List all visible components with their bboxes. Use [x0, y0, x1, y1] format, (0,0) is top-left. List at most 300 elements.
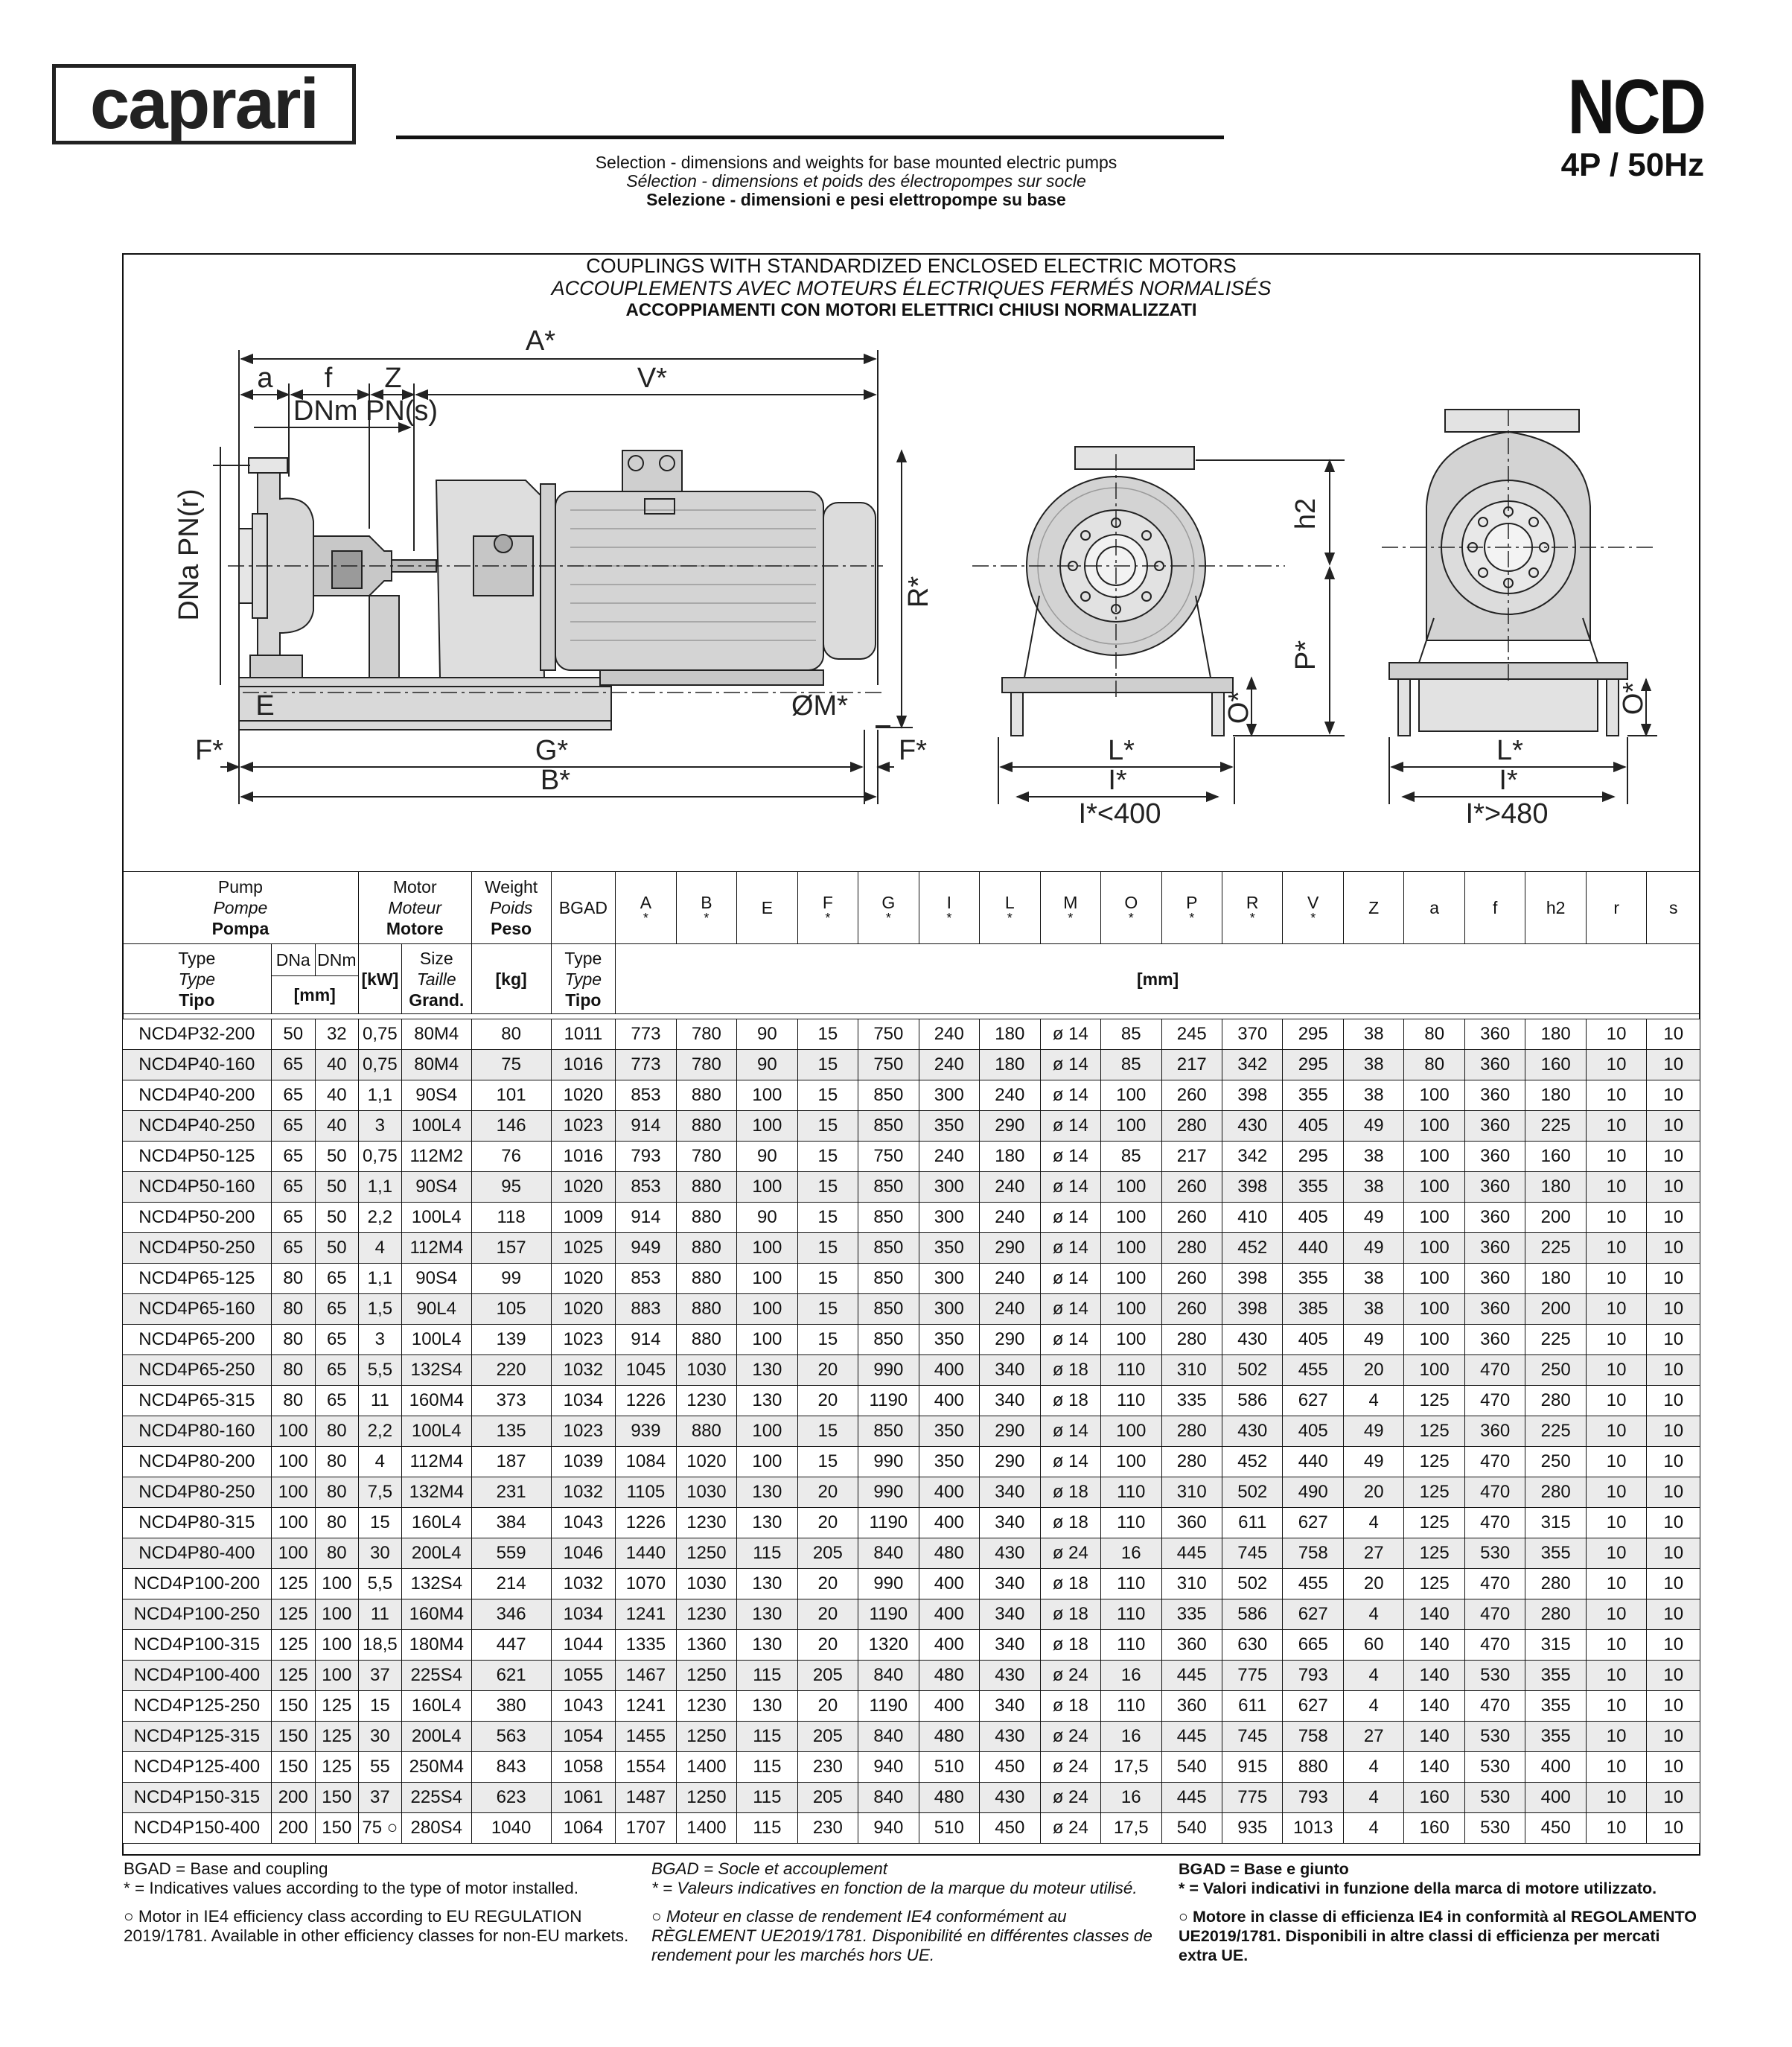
- table-cell: 140: [1404, 1661, 1464, 1691]
- label-I-mid-note: I*<400: [1078, 798, 1161, 830]
- table-cell: 1707: [616, 1813, 676, 1844]
- table-cell: 65: [271, 1142, 315, 1172]
- head-type-en: Type: [178, 948, 216, 968]
- table-cell: 15: [797, 1416, 858, 1447]
- table-cell: 80: [315, 1447, 358, 1477]
- table-cell: 180: [1525, 1019, 1586, 1050]
- table-cell: 3: [358, 1111, 401, 1142]
- table-cell: 775: [1222, 1783, 1283, 1813]
- head-dim-O: [1101, 872, 1161, 944]
- table-cell: 621: [471, 1661, 551, 1691]
- table-cell: 915: [1222, 1752, 1283, 1783]
- table-cell: 342: [1222, 1142, 1283, 1172]
- table-cell: NCD4P80-400: [123, 1538, 272, 1569]
- footnote-gap: [651, 1898, 1173, 1907]
- table-cell: NCD4P125-250: [123, 1691, 272, 1722]
- table-cell: 90: [737, 1142, 797, 1172]
- table-cell: 360: [1161, 1630, 1222, 1661]
- table-cell: 430: [1222, 1416, 1283, 1447]
- table-cell: 480: [919, 1661, 979, 1691]
- table-cell: ø 14: [1040, 1203, 1100, 1233]
- table-cell: 360: [1464, 1203, 1525, 1233]
- table-cell: 240: [980, 1264, 1040, 1294]
- table-cell: 1084: [616, 1447, 676, 1477]
- table-cell: 430: [980, 1783, 1040, 1813]
- subtitle-it: Selezione - dimensioni e pesi elettropompe su base: [646, 190, 1066, 209]
- table-cell: 290: [980, 1111, 1040, 1142]
- table-cell: 260: [1161, 1172, 1222, 1203]
- table-cell: 1009: [551, 1203, 616, 1233]
- head-bgad-type-en: Type: [564, 948, 602, 968]
- table-cell: 100: [315, 1661, 358, 1691]
- table-cell: 1320: [858, 1630, 919, 1661]
- head-dim-P: [1161, 872, 1222, 944]
- head-motor-it: Motore: [386, 919, 444, 938]
- label-R: R*: [903, 576, 934, 608]
- table-cell: NCD4P80-315: [123, 1508, 272, 1538]
- table-cell: 49: [1343, 1111, 1403, 1142]
- table-cell: 0,75: [358, 1050, 401, 1080]
- table-cell: 1250: [676, 1661, 736, 1691]
- table-cell: 20: [797, 1355, 858, 1386]
- table-cell: 510: [919, 1813, 979, 1844]
- table-cell: NCD4P40-250: [123, 1111, 272, 1142]
- table-cell: 65: [315, 1325, 358, 1355]
- table-cell: 295: [1283, 1142, 1343, 1172]
- table-cell: NCD4P80-160: [123, 1416, 272, 1447]
- table-cell: 10: [1586, 1538, 1646, 1569]
- table-cell: 100: [271, 1538, 315, 1569]
- table-cell: 10: [1586, 1203, 1646, 1233]
- head-type-fr: Type: [178, 969, 216, 989]
- table-cell: 80: [271, 1386, 315, 1416]
- table-cell: 1070: [616, 1569, 676, 1599]
- dim-label: B: [701, 893, 712, 912]
- table-cell: 125: [1404, 1508, 1464, 1538]
- head-dim-L: [980, 872, 1040, 944]
- table-cell: 939: [616, 1416, 676, 1447]
- table-cell: 115: [737, 1538, 797, 1569]
- table-cell: 4: [358, 1233, 401, 1264]
- table-cell: ø 14: [1040, 1019, 1100, 1050]
- table-cell: 38: [1343, 1264, 1403, 1294]
- footnote-it-ie4: ○ Motore in classe di efficienza IE4 in conformità al REGOLAMENTO UE2019/1781. Disponibili in altre classi di efficienza per mercati extra UE.: [1179, 1908, 1697, 1964]
- table-cell: 10: [1586, 1080, 1646, 1111]
- table-cell: 280: [1161, 1325, 1222, 1355]
- table-cell: 627: [1283, 1599, 1343, 1630]
- table-cell: 85: [1101, 1050, 1161, 1080]
- table-cell: 90: [737, 1203, 797, 1233]
- table-cell: 15: [797, 1294, 858, 1325]
- table-cell: 1061: [551, 1783, 616, 1813]
- table-cell: 750: [858, 1019, 919, 1050]
- table-cell: 398: [1222, 1294, 1283, 1325]
- table-cell: ø 14: [1040, 1050, 1100, 1080]
- table-cell: 1045: [616, 1355, 676, 1386]
- table-cell: 10: [1647, 1661, 1700, 1691]
- table-cell: 1440: [616, 1538, 676, 1569]
- table-cell: 180: [1525, 1264, 1586, 1294]
- table-cell: 112M4: [401, 1233, 471, 1264]
- table-cell: 1032: [551, 1477, 616, 1508]
- spec-table-wrapper: [122, 871, 1700, 1844]
- table-cell: 290: [980, 1233, 1040, 1264]
- table-cell: 225: [1525, 1325, 1586, 1355]
- table-row: [123, 1569, 1700, 1599]
- head-dim-V: [1283, 872, 1343, 944]
- table-cell: 10: [1647, 1294, 1700, 1325]
- table-cell: 1058: [551, 1752, 616, 1783]
- head-kw: [kW]: [358, 944, 401, 1014]
- table-cell: 125: [1404, 1538, 1464, 1569]
- table-cell: 49: [1343, 1203, 1403, 1233]
- table-cell: 50: [271, 1019, 315, 1050]
- table-cell: 125: [1404, 1447, 1464, 1477]
- label-I-right-note: I*>480: [1465, 798, 1549, 830]
- table-cell: 140: [1404, 1722, 1464, 1752]
- label-O-mid: O*: [1223, 690, 1254, 725]
- table-cell: 1230: [676, 1508, 736, 1538]
- table-cell: 384: [471, 1508, 551, 1538]
- table-cell: 99: [471, 1264, 551, 1294]
- table-cell: 1043: [551, 1691, 616, 1722]
- table-cell: 30: [358, 1722, 401, 1752]
- table-cell: 1360: [676, 1630, 736, 1661]
- table-cell: 20: [797, 1477, 858, 1508]
- table-cell: 20: [797, 1386, 858, 1416]
- table-cell: 27: [1343, 1722, 1403, 1752]
- table-cell: 360: [1464, 1080, 1525, 1111]
- table-cell: NCD4P100-400: [123, 1661, 272, 1691]
- table-cell: 398: [1222, 1172, 1283, 1203]
- table-cell: 360: [1464, 1142, 1525, 1172]
- table-cell: 445: [1161, 1538, 1222, 1569]
- table-cell: 100: [1404, 1203, 1464, 1233]
- table-cell: 914: [616, 1111, 676, 1142]
- table-cell: 10: [1586, 1355, 1646, 1386]
- table-cell: 100: [1101, 1294, 1161, 1325]
- table-cell: 100: [1404, 1111, 1464, 1142]
- table-cell: 1335: [616, 1630, 676, 1661]
- table-cell: 346: [471, 1599, 551, 1630]
- table-cell: 100: [737, 1264, 797, 1294]
- couplings-fr: ACCOUPLEMENTS AVEC MOTEURS ÉLECTRIQUES FERMÉS NORMALISÉS: [551, 277, 1272, 299]
- table-cell: 10: [1647, 1386, 1700, 1416]
- table-cell: 100: [1404, 1172, 1464, 1203]
- table-cell: 100: [1404, 1264, 1464, 1294]
- head-dnm: DNm: [315, 944, 358, 976]
- table-cell: 10: [1586, 1172, 1646, 1203]
- table-cell: 10: [1586, 1294, 1646, 1325]
- table-cell: 217: [1161, 1050, 1222, 1080]
- table-cell: 440: [1283, 1447, 1343, 1477]
- table-cell: 2,2: [358, 1203, 401, 1233]
- table-cell: 110: [1101, 1508, 1161, 1538]
- table-cell: 450: [1525, 1813, 1586, 1844]
- table-cell: 360: [1464, 1050, 1525, 1080]
- table-cell: 160M4: [401, 1386, 471, 1416]
- table-cell: 563: [471, 1722, 551, 1752]
- table-cell: 217: [1161, 1142, 1222, 1172]
- table-row: [123, 1538, 1700, 1569]
- table-cell: 880: [676, 1080, 736, 1111]
- table-cell: 160: [1525, 1050, 1586, 1080]
- table-cell: 250M4: [401, 1752, 471, 1783]
- table-cell: 360: [1464, 1264, 1525, 1294]
- table-cell: 200: [1525, 1294, 1586, 1325]
- table-cell: 130: [737, 1569, 797, 1599]
- table-cell: NCD4P100-200: [123, 1569, 272, 1599]
- table-cell: 280: [1525, 1477, 1586, 1508]
- table-cell: 50: [315, 1233, 358, 1264]
- table-cell: ø 14: [1040, 1233, 1100, 1264]
- head-dim-G: [858, 872, 919, 944]
- table-cell: NCD4P65-315: [123, 1386, 272, 1416]
- table-cell: 880: [676, 1264, 736, 1294]
- table-cell: 630: [1222, 1630, 1283, 1661]
- table-cell: 15: [797, 1019, 858, 1050]
- table-cell: 80M4: [401, 1050, 471, 1080]
- table-cell: 405: [1283, 1325, 1343, 1355]
- table-cell: 125: [271, 1599, 315, 1630]
- table-cell: 115: [737, 1813, 797, 1844]
- table-cell: 7,5: [358, 1477, 401, 1508]
- table-cell: 20: [1343, 1477, 1403, 1508]
- table-cell: 1016: [551, 1050, 616, 1080]
- table-cell: 50: [315, 1142, 358, 1172]
- table-cell: 38: [1343, 1080, 1403, 1111]
- table-cell: 118: [471, 1203, 551, 1233]
- head-size-it: Grand.: [409, 990, 465, 1010]
- couplings-title: [122, 255, 1700, 322]
- table-cell: 10: [1586, 1477, 1646, 1508]
- table-cell: 250: [1525, 1447, 1586, 1477]
- dim-label: V: [1307, 893, 1319, 912]
- table-cell: 200: [271, 1813, 315, 1844]
- table-cell: NCD4P125-400: [123, 1752, 272, 1783]
- table-cell: 225S4: [401, 1783, 471, 1813]
- table-cell: 5,5: [358, 1569, 401, 1599]
- table-cell: 10: [1647, 1538, 1700, 1569]
- table-cell: 10: [1647, 1080, 1700, 1111]
- table-cell: 125: [1404, 1477, 1464, 1508]
- head-motor: [358, 872, 471, 944]
- table-cell: 445: [1161, 1783, 1222, 1813]
- table-cell: 65: [315, 1294, 358, 1325]
- table-cell: 101: [471, 1080, 551, 1111]
- table-cell: 80: [315, 1538, 358, 1569]
- table-cell: 1054: [551, 1722, 616, 1752]
- table-cell: 115: [737, 1752, 797, 1783]
- table-row: [123, 1264, 1700, 1294]
- label-I-right: I*: [1499, 765, 1518, 796]
- table-cell: 480: [919, 1538, 979, 1569]
- table-cell: 400: [919, 1691, 979, 1722]
- table-cell: 15: [797, 1172, 858, 1203]
- table-cell: 949: [616, 1233, 676, 1264]
- table-cell: 16: [1101, 1538, 1161, 1569]
- table-cell: 1020: [551, 1294, 616, 1325]
- table-cell: 1241: [616, 1599, 676, 1630]
- table-cell: 115: [737, 1783, 797, 1813]
- table-cell: 780: [676, 1050, 736, 1080]
- head-dim-h2: [1525, 872, 1586, 944]
- table-cell: 1190: [858, 1691, 919, 1722]
- table-cell: 125: [271, 1661, 315, 1691]
- table-cell: 80: [271, 1355, 315, 1386]
- label-L-right: L*: [1496, 735, 1523, 766]
- table-cell: 850: [858, 1264, 919, 1294]
- table-cell: 125: [315, 1691, 358, 1722]
- table-cell: 430: [1222, 1111, 1283, 1142]
- head-kg: [kg]: [471, 944, 551, 1014]
- table-cell: 15: [797, 1447, 858, 1477]
- table-cell: 100: [737, 1294, 797, 1325]
- label-A: A*: [525, 328, 556, 357]
- table-cell: 100: [1101, 1416, 1161, 1447]
- table-cell: 355: [1283, 1080, 1343, 1111]
- spec-table: [122, 871, 1700, 1844]
- table-cell: 0,75: [358, 1019, 401, 1050]
- table-cell: 110: [1101, 1477, 1161, 1508]
- model-block: [1543, 64, 1704, 183]
- table-cell: 623: [471, 1783, 551, 1813]
- table-cell: 775: [1222, 1661, 1283, 1691]
- table-cell: 880: [676, 1294, 736, 1325]
- table-cell: 16: [1101, 1661, 1161, 1691]
- table-cell: 880: [676, 1233, 736, 1264]
- table-cell: 1016: [551, 1142, 616, 1172]
- table-cell: 130: [737, 1386, 797, 1416]
- table-cell: 410: [1222, 1203, 1283, 1233]
- table-cell: 758: [1283, 1538, 1343, 1569]
- table-cell: 398: [1222, 1080, 1283, 1111]
- table-cell: 360: [1464, 1294, 1525, 1325]
- table-cell: 110: [1101, 1630, 1161, 1661]
- table-cell: 530: [1464, 1722, 1525, 1752]
- table-cell: 10: [1586, 1630, 1646, 1661]
- table-row: [123, 1111, 1700, 1142]
- table-cell: 445: [1161, 1722, 1222, 1752]
- table-cell: 16: [1101, 1783, 1161, 1813]
- head-pump-fr: Pompe: [213, 898, 268, 917]
- table-cell: 15: [797, 1233, 858, 1264]
- table-cell: 240: [980, 1080, 1040, 1111]
- table-cell: 80M4: [401, 1019, 471, 1050]
- head-dim-r: [1586, 872, 1646, 944]
- dim-label: M: [1063, 893, 1078, 912]
- table-cell: 10: [1647, 1172, 1700, 1203]
- table-cell: 130: [737, 1630, 797, 1661]
- table-cell: 1064: [551, 1813, 616, 1844]
- table-cell: 85: [1101, 1142, 1161, 1172]
- table-cell: 850: [858, 1080, 919, 1111]
- head-dim-Z: [1343, 872, 1403, 944]
- table-cell: 5,5: [358, 1355, 401, 1386]
- table-cell: 20: [797, 1569, 858, 1599]
- table-cell: 280: [1161, 1447, 1222, 1477]
- table-cell: 160M4: [401, 1599, 471, 1630]
- table-cell: 180: [980, 1019, 1040, 1050]
- table-cell: 502: [1222, 1477, 1283, 1508]
- table-cell: 125: [315, 1722, 358, 1752]
- table-cell: 230: [797, 1752, 858, 1783]
- table-cell: 157: [471, 1233, 551, 1264]
- table-cell: 112M2: [401, 1142, 471, 1172]
- table-cell: NCD4P80-200: [123, 1447, 272, 1477]
- table-cell: ø 14: [1040, 1447, 1100, 1477]
- head-dim-F: [797, 872, 858, 944]
- table-cell: 80: [271, 1264, 315, 1294]
- table-cell: ø 18: [1040, 1630, 1100, 1661]
- table-cell: 100L4: [401, 1325, 471, 1355]
- table-cell: 10: [1647, 1569, 1700, 1599]
- table-cell: 355: [1525, 1538, 1586, 1569]
- table-cell: 260: [1161, 1080, 1222, 1111]
- table-cell: 990: [858, 1477, 919, 1508]
- table-cell: 10: [1647, 1447, 1700, 1477]
- table-cell: 400: [919, 1599, 979, 1630]
- table-cell: 340: [980, 1508, 1040, 1538]
- table-cell: 80: [315, 1508, 358, 1538]
- table-cell: 840: [858, 1783, 919, 1813]
- table-cell: 75 ○: [358, 1813, 401, 1844]
- table-cell: NCD4P150-315: [123, 1783, 272, 1813]
- head-mm-pump: [mm]: [271, 976, 358, 1014]
- table-cell: 146: [471, 1111, 551, 1142]
- footnote-en-star: * = Indicatives values according to the type of motor installed.: [124, 1879, 578, 1897]
- table-cell: 225: [1525, 1416, 1586, 1447]
- table-cell: ø 14: [1040, 1264, 1100, 1294]
- table-cell: 100: [1101, 1080, 1161, 1111]
- head-bgad-type-fr: Type: [564, 969, 602, 989]
- table-cell: 843: [471, 1752, 551, 1783]
- table-cell: ø 18: [1040, 1477, 1100, 1508]
- head-dna: DNa: [271, 944, 315, 976]
- table-cell: 115: [737, 1722, 797, 1752]
- table-cell: 240: [919, 1019, 979, 1050]
- pump-drawing: [124, 328, 1699, 870]
- table-cell: 20: [1343, 1569, 1403, 1599]
- table-cell: 880: [676, 1416, 736, 1447]
- table-cell: 38: [1343, 1294, 1403, 1325]
- table-cell: 30: [358, 1538, 401, 1569]
- head-dim-s: [1647, 872, 1700, 944]
- table-cell: 470: [1464, 1477, 1525, 1508]
- table-row: [123, 1477, 1700, 1508]
- table-cell: 990: [858, 1569, 919, 1599]
- table-cell: 100: [315, 1630, 358, 1661]
- table-cell: 15: [358, 1508, 401, 1538]
- table-cell: 180: [1525, 1080, 1586, 1111]
- table-cell: 452: [1222, 1233, 1283, 1264]
- table-cell: 90: [737, 1019, 797, 1050]
- table-cell: 793: [616, 1142, 676, 1172]
- table-cell: 140: [1404, 1599, 1464, 1630]
- subtitle-fr: Sélection - dimensions et poids des électropompes sur socle: [626, 171, 1086, 191]
- table-cell: NCD4P65-250: [123, 1355, 272, 1386]
- table-cell: 100: [1101, 1203, 1161, 1233]
- dim-star: *: [642, 911, 648, 926]
- table-cell: NCD4P50-125: [123, 1142, 272, 1172]
- table-cell: 10: [1647, 1019, 1700, 1050]
- table-cell: NCD4P65-200: [123, 1325, 272, 1355]
- dim-label: E: [761, 898, 774, 917]
- table-cell: 140: [1404, 1630, 1464, 1661]
- table-cell: 180: [980, 1142, 1040, 1172]
- header-row-2: [123, 944, 1700, 976]
- table-cell: 430: [980, 1661, 1040, 1691]
